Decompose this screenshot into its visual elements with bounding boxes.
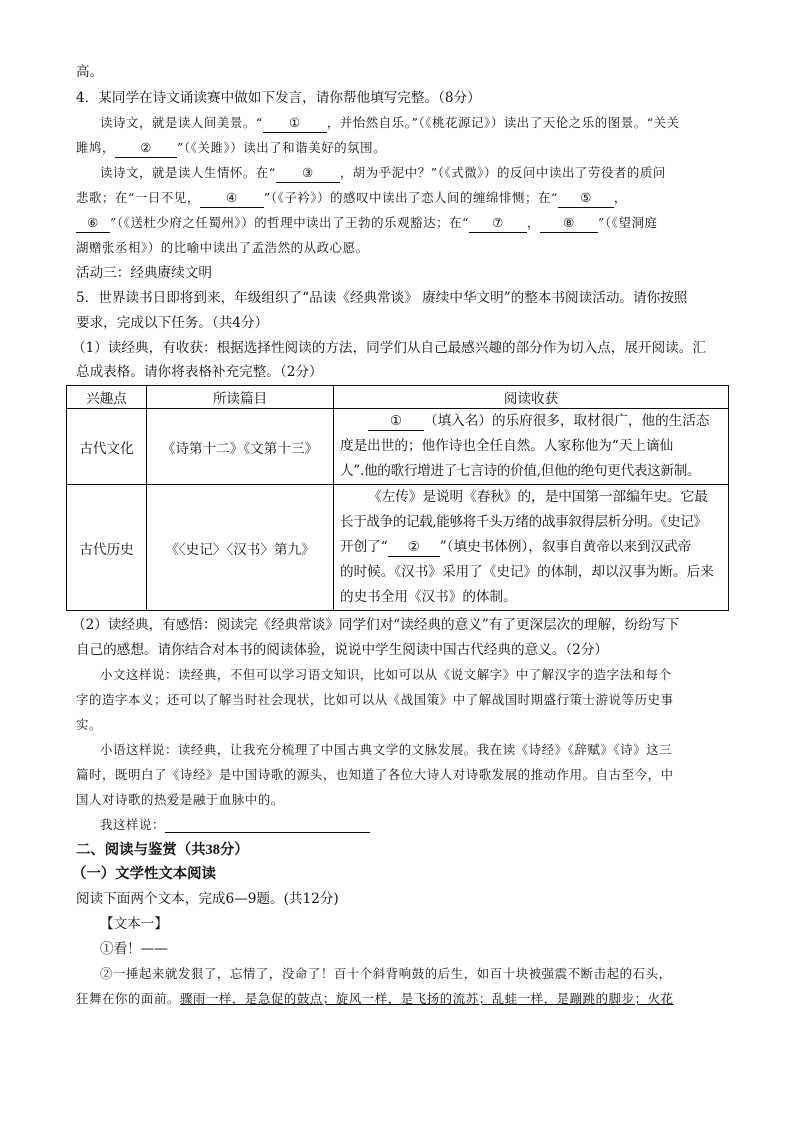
question-5-stem-cont: 要求，完成以下任务。（共4分）: [76, 315, 269, 331]
harvest-cell: ① （填入名）的乐府很多，取材很广，他的生活态 度是出世的；他作诗也全任自然。人家称他为“天上谪仙 人”.他的歌行增进了七言诗的价值,但他的绝句更代表这新制。: [334, 409, 729, 485]
answer-blank-8[interactable]: ⑧: [540, 214, 598, 233]
question-4-stem: 4．某同学在诗文诵读赛中做如下发言，请你帮他填写完整。（8分）: [76, 90, 481, 106]
answer-blank-7[interactable]: ⑦: [469, 214, 527, 233]
section-2-heading: 二、阅读与鉴赏（共38分）: [76, 842, 249, 858]
question-5-2-cont: 自己的感想。请你结合对本书的阅读体验，说说中学生阅读中国古代经典的意义。（2分）: [76, 642, 609, 658]
question-4-paragraph-2-cont: 湖赠张丞相》）的比喻中读出了孟浩然的从政心愿。: [76, 240, 369, 255]
xiaoyu-statement-cont: 篇时，既明白了《诗经》是中国诗歌的源头，也知道了各位大诗人对诗歌发展的推动作用。自古至今，中: [76, 767, 674, 782]
text-1-label: 【文本一】: [100, 916, 168, 932]
question-4-paragraph-2: 读诗文，就是读人生情怀。在“ ③ ，胡为乎泥中？”（《式微》）的反问中读出了劳役者的质问: [100, 161, 724, 185]
reading-table: [66, 385, 729, 611]
answer-blank-1[interactable]: ①: [263, 114, 327, 133]
answer-blank-3[interactable]: ③: [276, 164, 340, 183]
section-2-1-heading: （一）文学性文本阅读: [72, 866, 216, 882]
question-4-paragraph-1-cont: 雎鸠， ② ”（《关雎》）读出了和谐美好的氛围。: [76, 136, 724, 160]
xiaowen-statement-cont: 字的造字本义；还可以了解当时社会现状，比如可以从《战国策》中了解战国时期盛行策士游说等历史事: [76, 692, 674, 707]
underlined-sentence: 骤雨一样，是急促的鼓点；旋风一样，是飞扬的流苏；乱蛙一样，是蹦跳的脚步；火花: [179, 991, 674, 1006]
question-5-1: （1）读经典，有收获：根据选择性阅读的方法，同学们从自己最感兴趣的部分作为切入点，展开阅读。汇: [72, 340, 706, 356]
column-header: 所读篇目: [147, 386, 334, 409]
activity-3-heading: 活动三：经典赓续文明: [76, 265, 212, 281]
question-5-stem: 5．世界读书日即将到来，年级组织了“品读《经典常谈》 赓续中华文明”的整本书阅读活动。请你按照: [76, 290, 688, 306]
question-5-1-cont: 总成表格。请你将表格补充完整。（2分）: [76, 364, 323, 380]
table-row: [67, 409, 729, 485]
column-header: 兴趣点: [67, 386, 147, 409]
table-answer-blank-1[interactable]: ①: [368, 412, 424, 431]
harvest-cell: 《左传》是说明《春秋》的，是中国第一部编年史。它最 长于战争的记载,能够将千头万绪的战事叙得层析分明。《史记》 开创了“ ② ”（填史书体例），叙事自黄帝以来到汉武帝 的时候。《汉书》采用了《史记》的体制，却以汉事为断。后来 的史书全用《汉书》的体制。: [334, 485, 729, 611]
xiaoyu-statement-cont: 国人对诗歌的热爱是融于血脉中的。: [76, 792, 284, 807]
interest-cell: 古代文化: [67, 409, 147, 485]
passage-paragraph-2: ②一捶起来就发狠了，忘情了，没命了！百十个斜背响鼓的后生，如百十块被强震不断击起的石头，: [100, 966, 672, 981]
passage-paragraph-1: ①看！——: [100, 941, 168, 957]
answer-blank-4[interactable]: ④: [200, 189, 264, 208]
answer-blank-6[interactable]: ⑥: [76, 214, 110, 233]
question-4-paragraph-2-cont: 悲歌；在“一日不见， ④ ”（《子衿》）的感叹中读出了恋人间的缠绵悱恻；在“ ⑤ ，: [76, 186, 724, 210]
answer-blank-5[interactable]: ⑤: [558, 189, 614, 208]
text-line: 高。: [76, 64, 104, 80]
chapter-cell: 《诗第十二》《文第十三》: [147, 409, 334, 485]
reading-instruction: 阅读下面两个文本，完成6—9题。(共12分): [76, 891, 339, 907]
xiaowen-statement-cont: 实。: [76, 717, 102, 732]
question-4-paragraph-1: 读诗文，就是读人间美景。“ ① ，并怡然自乐。”（《桃花源记》）读出了天伦之乐的图景。“关关: [100, 111, 724, 135]
question-4-paragraph-2-cont: ⑥ ”（《送杜少府之任蜀州》）的哲理中读出了王勃的乐观豁达；在“ ⑦ ， ⑧ ”（《望洞庭: [76, 211, 724, 235]
question-5-2: （2）读经典，有感悟：阅读完《经典常谈》同学们对“读经典的意义”有了更深层次的理解，纷纷写下: [72, 617, 680, 633]
my-statement: 我这样说：: [100, 813, 724, 837]
my-statement-input[interactable]: [165, 818, 370, 833]
interest-cell: 古代历史: [67, 485, 147, 611]
table-answer-blank-2[interactable]: ②: [388, 538, 440, 557]
xiaoyu-statement: 小语这样说：读经典，让我充分梳理了中国古典文学的文脉发展。我在读《诗经》《辞赋》《诗》这三: [100, 742, 673, 757]
answer-blank-2[interactable]: ②: [115, 139, 177, 158]
column-header: 阅读收获: [334, 386, 729, 409]
chapter-cell: 《〈史记〉〈汉书〉第九》: [147, 485, 334, 611]
table-row: [67, 485, 729, 611]
table-header-row: [67, 386, 729, 409]
passage-paragraph-2-cont: 狂舞在你的面前。骤雨一样，是急促的鼓点；旋风一样，是飞扬的流苏；乱蛙一样，是蹦跳的脚步；火花: [76, 991, 674, 1006]
xiaowen-statement: 小文这样说：读经典，不但可以学习语文知识，比如可以从《说文解字》中了解汉字的造字法和每个: [100, 667, 672, 682]
